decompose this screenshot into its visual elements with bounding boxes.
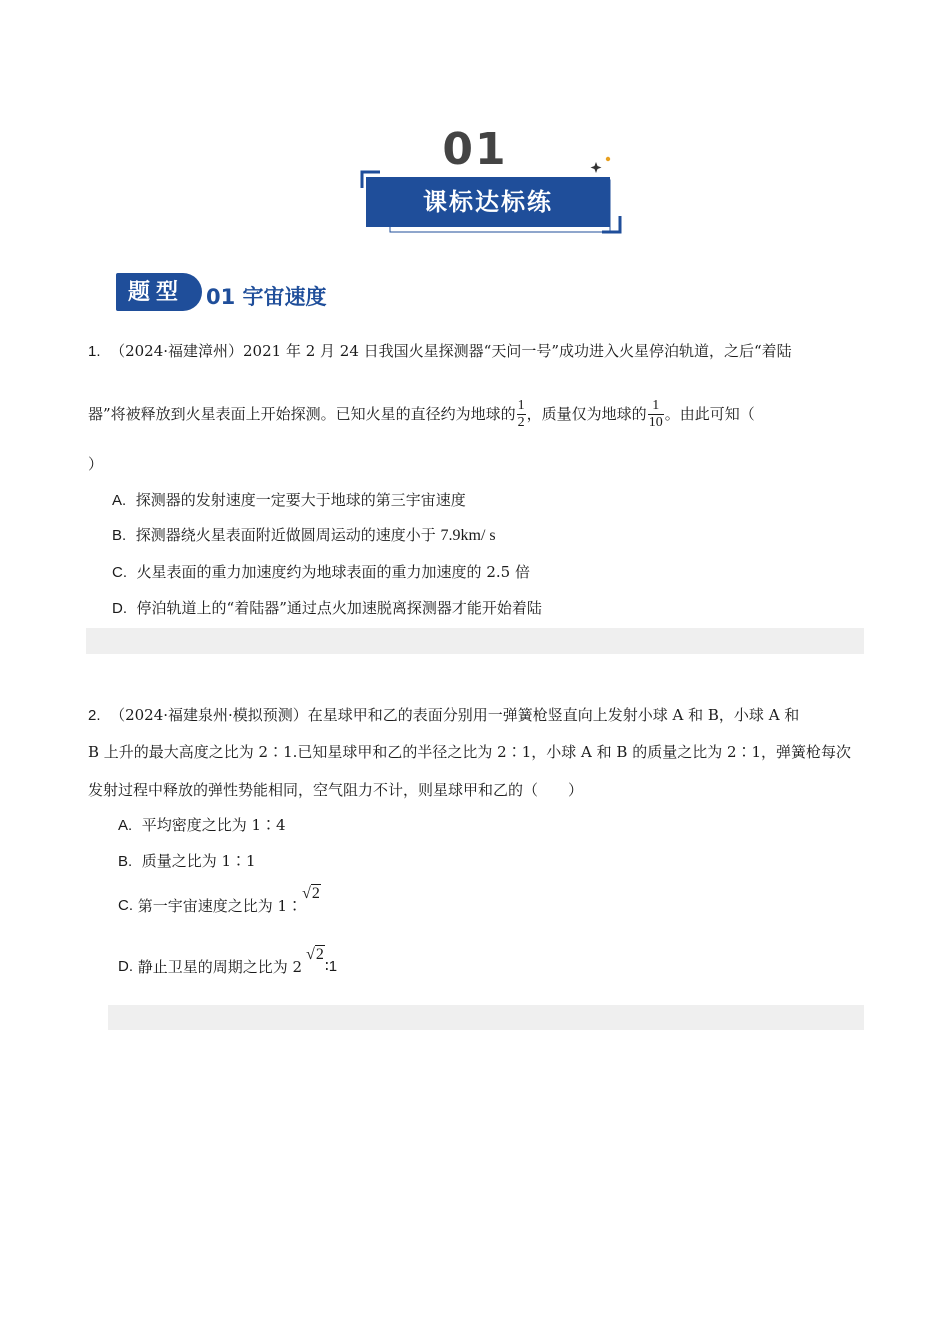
option-c[interactable]	[112, 562, 530, 583]
option-tail: ∶1	[324, 958, 338, 975]
question-2-line-3: 发射过程中释放的弹性势能相同，空气阻力不计，则星球甲和乙的（ ）	[88, 781, 584, 799]
fraction	[648, 398, 664, 431]
question-1-line-3: ）	[88, 455, 104, 473]
option-text: 静止卫星的周期之比为 2	[137, 958, 303, 976]
option-label: B.	[112, 527, 127, 544]
option-d[interactable]	[112, 598, 542, 619]
option-label: D.	[118, 958, 133, 975]
option-c[interactable]	[118, 886, 321, 916]
section-title: 01 宇宙速度	[206, 285, 327, 309]
radicand: 2	[311, 885, 320, 902]
option-text: 第一宇宙速度之比为 1∶	[137, 897, 303, 915]
question-text: 器”将被释放到火星表面上开始探测。已知火星的直径约为地球的	[88, 405, 516, 423]
sparkle-icon	[590, 156, 614, 176]
option-value: 7.9km/ s	[440, 527, 496, 544]
question-text: ，质量仅为地球的	[526, 405, 647, 423]
fraction-numerator: 1	[648, 398, 664, 415]
option-text: 火星表面的重力加速度约为地球表面的重力加速度的 2.5 倍	[136, 563, 530, 581]
fraction	[517, 398, 526, 431]
option-b[interactable]	[118, 851, 256, 872]
badge-title: 课标达标练	[423, 188, 553, 216]
option-text: 质量之比为 1∶1	[141, 852, 256, 870]
question-number: 2.	[88, 707, 101, 724]
option-text: 停泊轨道上的“着陆器”通过点火加速脱离探测器才能开始着陆	[136, 599, 542, 617]
question-text: （2024·福建泉州·模拟预测）在星球甲和乙的表面分别用一弹簧枪竖直向上发射小球 A 和 B，小球 A 和	[110, 706, 800, 724]
chapter-number: 01	[442, 124, 508, 175]
option-text: 探测器绕火星表面附近做圆周运动的速度小于	[135, 526, 436, 544]
square-root: √2	[302, 885, 320, 902]
question-1-line-2	[88, 394, 755, 434]
option-b[interactable]	[112, 525, 496, 546]
option-a[interactable]	[112, 490, 466, 511]
fraction-denominator: 2	[517, 414, 525, 430]
option-text: 平均密度之比为 1∶4	[141, 816, 286, 834]
section-tag: 题型	[127, 279, 184, 305]
question-text: 。由此可知（	[664, 405, 755, 423]
question-2-line-1	[88, 705, 799, 726]
option-text: 探测器的发射速度一定要大于地球的第三宇宙速度	[135, 491, 466, 509]
answer-area[interactable]	[108, 1005, 864, 1030]
square-root: √2	[306, 946, 324, 963]
fraction-numerator: 1	[517, 397, 525, 413]
question-2-line-2: B 上升的最大高度之比为 2∶1.已知星球甲和乙的半径之比为 2∶1，小球 A 和 B 的质量之比为 2∶1，弹簧枪每次	[88, 743, 852, 761]
option-label: B.	[118, 853, 133, 870]
question-number: 1.	[88, 343, 101, 360]
fraction-denominator: 10	[648, 414, 663, 430]
option-label: A.	[118, 817, 133, 834]
option-label: C.	[118, 897, 133, 914]
option-label: C.	[112, 564, 127, 581]
option-label: D.	[112, 600, 127, 617]
question-1-line-1	[88, 341, 792, 362]
question-text: （2024·福建漳州）2021 年 2 月 24 日我国火星探测器“天问一号”成功进入火星停泊轨道，之后“着陆	[110, 342, 792, 360]
option-d[interactable]	[118, 947, 337, 977]
answer-area[interactable]	[86, 628, 864, 654]
radicand: 2	[315, 946, 324, 963]
option-label: A.	[112, 492, 127, 509]
option-a[interactable]	[118, 815, 286, 836]
